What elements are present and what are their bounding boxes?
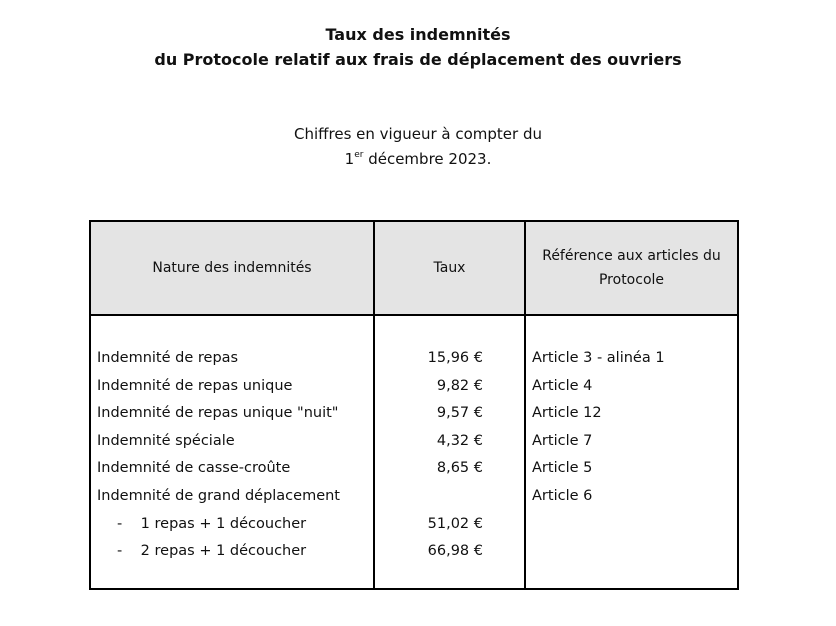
row-label: Indemnité de grand déplacement [97,488,340,504]
row-taux: 9,57 € [436,405,483,421]
header-nature: Nature des indemnités [152,260,312,276]
document-title-line1: Taux des indemnités [325,25,511,44]
row-label: - 2 repas + 1 découcher [117,543,307,559]
effective-date-rest: décembre 2023. [363,150,492,168]
row-label: Indemnité de casse-croûte [97,460,291,476]
row-taux: 9,82 € [436,378,483,394]
document-title-line2: du Protocole relatif aux frais de déplacement des ouvriers [154,50,682,69]
row-taux: 4,32 € [436,433,483,449]
row-taux: 8,65 € [436,460,483,476]
effective-date-line2 [0,150,836,168]
row-taux: 66,98 € [427,543,483,559]
row-taux: 15,96 € [427,350,483,366]
header-reference-line1: Référence aux articles du [542,248,721,264]
row-reference: Article 4 [532,378,593,394]
effective-date-ordinal: er [354,150,364,160]
row-label: Indemnité de repas unique [97,378,293,394]
header-reference-line2: Protocole [598,272,665,288]
effective-date-day: 1 [344,150,355,168]
header-reference [526,244,737,292]
effective-date-line1: Chiffres en vigueur à compter du [294,125,542,143]
row-label: - 1 repas + 1 découcher [117,516,307,532]
rates-table [89,220,739,590]
row-reference: Article 12 [532,405,602,421]
row-reference: Article 5 [532,460,593,476]
header-taux: Taux [433,260,466,276]
row-reference: Article 3 - alinéa 1 [532,350,665,366]
row-reference: Article 6 [532,488,593,504]
row-reference: Article 7 [532,433,593,449]
row-label: Indemnité de repas [97,350,239,366]
row-label: Indemnité de repas unique "nuit" [97,405,339,421]
row-taux: 51,02 € [427,516,483,532]
row-label: Indemnité spéciale [97,433,235,449]
